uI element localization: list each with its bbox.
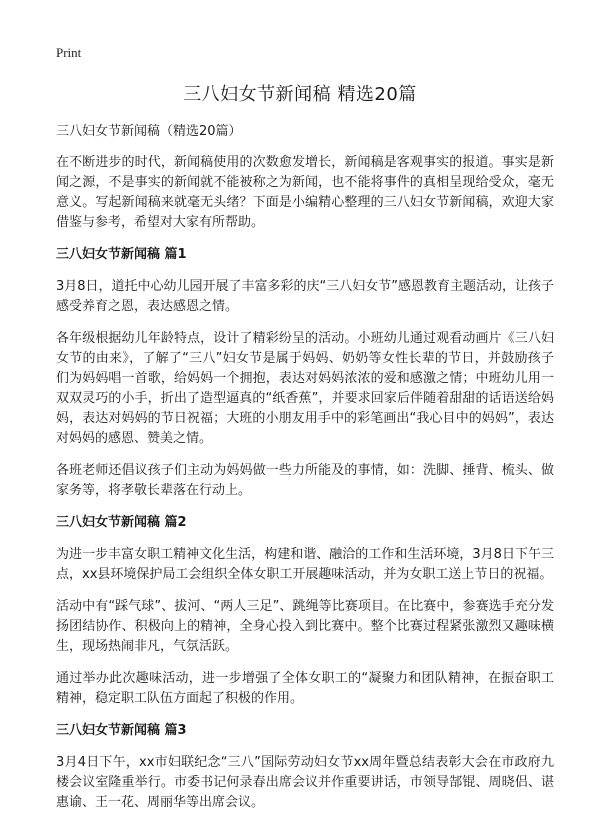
section-heading: 三八妇女节新闻稿 篇1	[56, 247, 187, 262]
section-paragraph: 活动中有“踩气球”、拔河、“两人三足”、跳绳等比赛项目。在比赛中，参赛选手充分发扬团结协作、积极向上的精神，全身心投入到比赛中。整个比赛过程紧张激烈又趣味横生，现场热闹非凡，气氛活跃。	[56, 599, 554, 654]
section-paragraph: 各年级根据幼儿年龄特点，设计了精彩纷呈的活动。小班幼儿通过观看动画片《三八妇女节的由来》，了解了“三八”妇女节是属于妈妈、奶奶等女性长辈的节日，并鼓励孩子们为妈妈唱一首歌，给妈妈一个拥抱，表达对妈妈浓浓的爱和感激之情；中班幼儿用一双双灵巧的小手，折出了造型逼真的“纸香蕉”，并要求回家后伴随着甜甜的话语送给妈妈，表达对妈妈的节日祝福；大班的小朋友用手中的彩笔画出“我心目中的妈妈”，表达对妈妈的感恩、赞美之情。	[56, 331, 554, 446]
section-paragraph: 通过举办此次趣味活动，进一步增强了全体女职工的“凝聚力和团队精神，在振奋职工精神，稳定职工队伍方面起了积极的作用。	[56, 671, 554, 706]
section-paragraph: 3月8日，道托中心幼儿园开展了丰富多彩的庆“三八妇女节”感恩教育主题活动，让孩子感受养育之恩，表达感恩之情。	[56, 279, 555, 314]
section-paragraph: 为进一步丰富女职工精神文化生活，构建和谐、融洽的工作和生活环境，3月8日下午三点，xx县环境保护局工会组织全体女职工开展趣味活动，并为女职工送上节日的祝福。	[56, 547, 554, 582]
section-heading: 三八妇女节新闻稿 篇3	[56, 723, 187, 738]
page-title: 三八妇女节新闻稿 精选20篇	[183, 84, 417, 105]
print-link[interactable]: Print	[56, 45, 82, 60]
intro-paragraph: 在不断进步的时代，新闻稿使用的次数愈发增长，新闻稿是客观事实的报道。事实是新闻之源，不是事实的新闻就不能被称之为新闻，也不能将事件的真相呈现给受众，毫无意义。写起新闻稿来就毫无头绪？下面是小编精心整理的三八妇女节新闻稿，欢迎大家借鉴与参考，希望对大家有所帮助。	[56, 155, 554, 230]
section-heading: 三八妇女节新闻稿 篇2	[56, 515, 187, 530]
article-subtitle: 三八妇女节新闻稿（精选20篇）	[56, 124, 242, 139]
section-paragraph: 3月4日下午，xx市妇联纪念“三八”国际劳动妇女节xx周年暨总结表彰大会在市政府九楼会议室隆重举行。市委书记何录春出席会议并作重要讲话，市领导郜锟、周晓侣、谌惠谕、王一花、周丽华等出席会议。	[56, 755, 554, 810]
article-body	[56, 122, 554, 825]
section-paragraph: 各班老师还倡议孩子们主动为妈妈做一些力所能及的事情，如：洗脚、捶背、梳头、做家务等，将孝敬长辈落在行动上。	[56, 463, 554, 498]
